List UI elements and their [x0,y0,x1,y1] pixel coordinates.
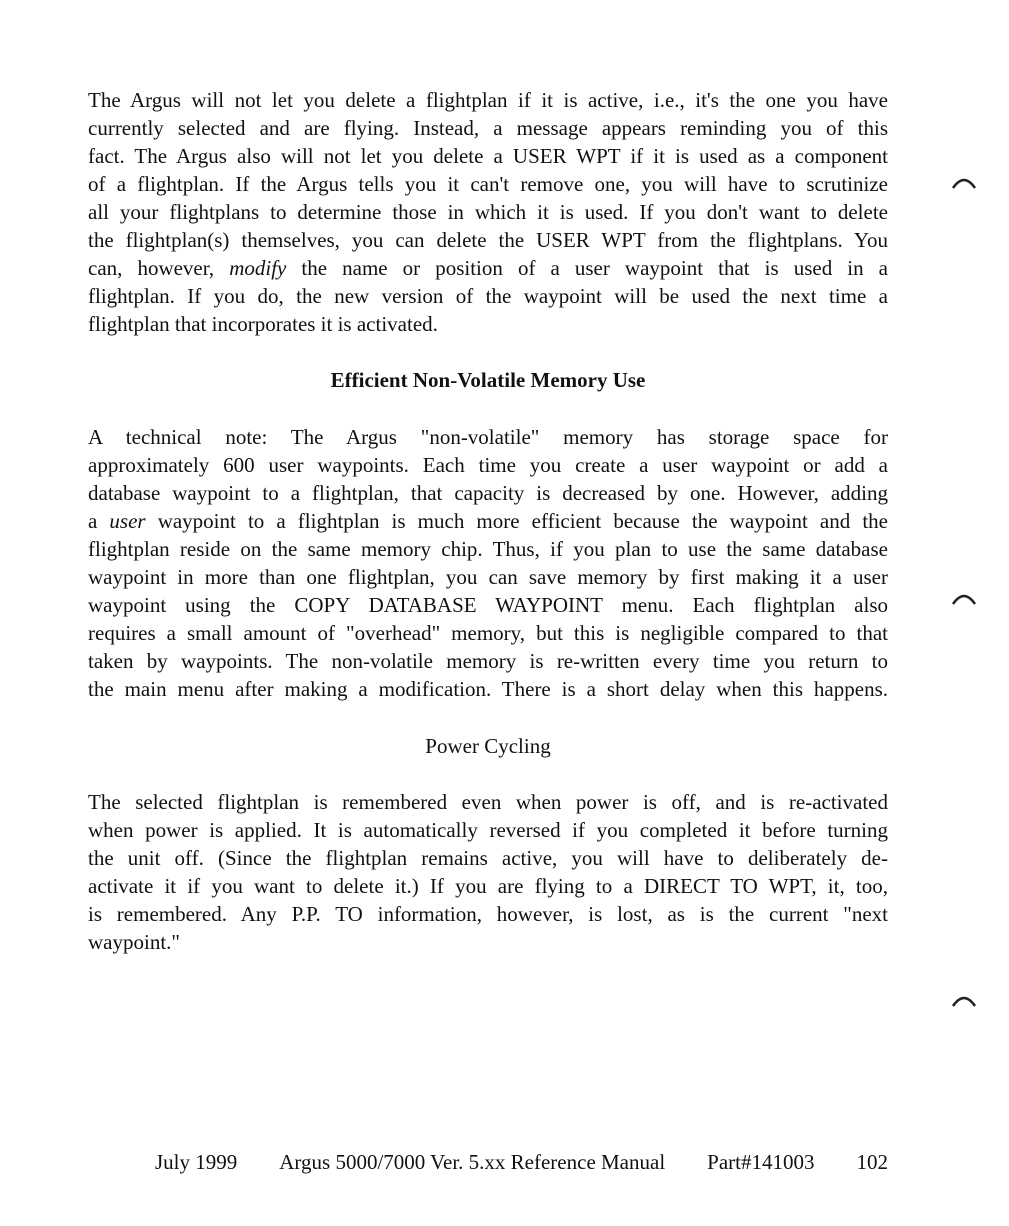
text-line [88,254,888,282]
text-segment: can, however, [88,256,230,280]
text-line: The Argus will not let you delete a flightplan if it is active, i.e., it's the one you have [88,88,888,112]
text-line: waypoint using the COPY DATABASE WAYPOINT menu. Each flightplan also [88,593,888,617]
text-segment: waypoint to a flightplan is much more efficient because the waypoint and the [145,509,888,533]
text-line: fact. The Argus also will not let you delete a USER WPT if it is used as a component [88,144,888,168]
emphasized-text: modify [229,256,287,280]
margin-arc-icon [950,172,978,196]
text-line: of a flightplan. If the Argus tells you it can't remove one, you will have to scrutinize [88,172,888,196]
footer-title: Argus 5000/7000 Ver. 5.xx Reference Manual [279,1150,666,1174]
text-line: currently selected and are flying. Instead, a message appears reminding you of this [88,116,888,140]
paragraph-power-cycling [88,788,888,956]
text-line: activate it if you want to delete it.) If you are flying to a DIRECT TO WPT, it, too, [88,874,888,898]
footer-date: July 1999 [155,1150,238,1174]
footer-part-number: Part#141003 [707,1150,815,1174]
text-line: is remembered. Any P.P. TO information, however, is lost, as is the current "next [88,902,888,926]
text-line: the unit off. (Since the flightplan remains active, you will have to deliberately de- [88,846,888,870]
paragraph-flightplan-deletion [88,86,888,338]
text-line: waypoint in more than one flightplan, you can save memory by first making it a user [88,565,888,589]
text-line: when power is applied. It is automatically reversed if you completed it before turning [88,818,888,842]
text-line: flightplan reside on the same memory chip. Thus, if you plan to use the same database [88,537,888,561]
heading-power-cycling: Power Cycling [425,734,551,758]
text-line: database waypoint to a flightplan, that capacity is decreased by one. However, adding [88,481,888,505]
page-number: 102 [856,1150,888,1174]
paragraph-memory-note [88,423,888,703]
emphasized-text: user [109,509,146,533]
text-line: all your flightplans to determine those in which it is used. If you don't want to delete [88,200,888,224]
text-segment: the name or position of a user waypoint that is used in a [286,256,888,280]
text-line: the flightplan(s) themselves, you can delete the USER WPT from the flightplans. You [88,228,888,252]
text-segment: a [88,509,110,533]
text-line: flightplan. If you do, the new version of the waypoint will be used the next time a [88,284,888,308]
page-footer [155,1148,888,1176]
text-line: A technical note: The Argus "non-volatile" memory has storage space for [88,425,888,449]
text-line: flightplan that incorporates it is activated. [88,312,438,336]
text-line: the main menu after making a modification. There is a short delay when this happens. [88,677,888,701]
text-line [88,507,888,535]
text-line: approximately 600 user waypoints. Each time you create a user waypoint or add a [88,453,888,477]
heading-efficient-memory: Efficient Non-Volatile Memory Use [330,368,646,392]
margin-arc-icon [950,588,978,612]
margin-arc-icon [950,990,978,1014]
text-line: The selected flightplan is remembered even when power is off, and is re-activated [88,790,888,814]
text-line: taken by waypoints. The non-volatile memory is re-written every time you return to [88,649,888,673]
text-line: requires a small amount of "overhead" memory, but this is negligible compared to that [88,621,888,645]
text-line: waypoint." [88,930,180,954]
